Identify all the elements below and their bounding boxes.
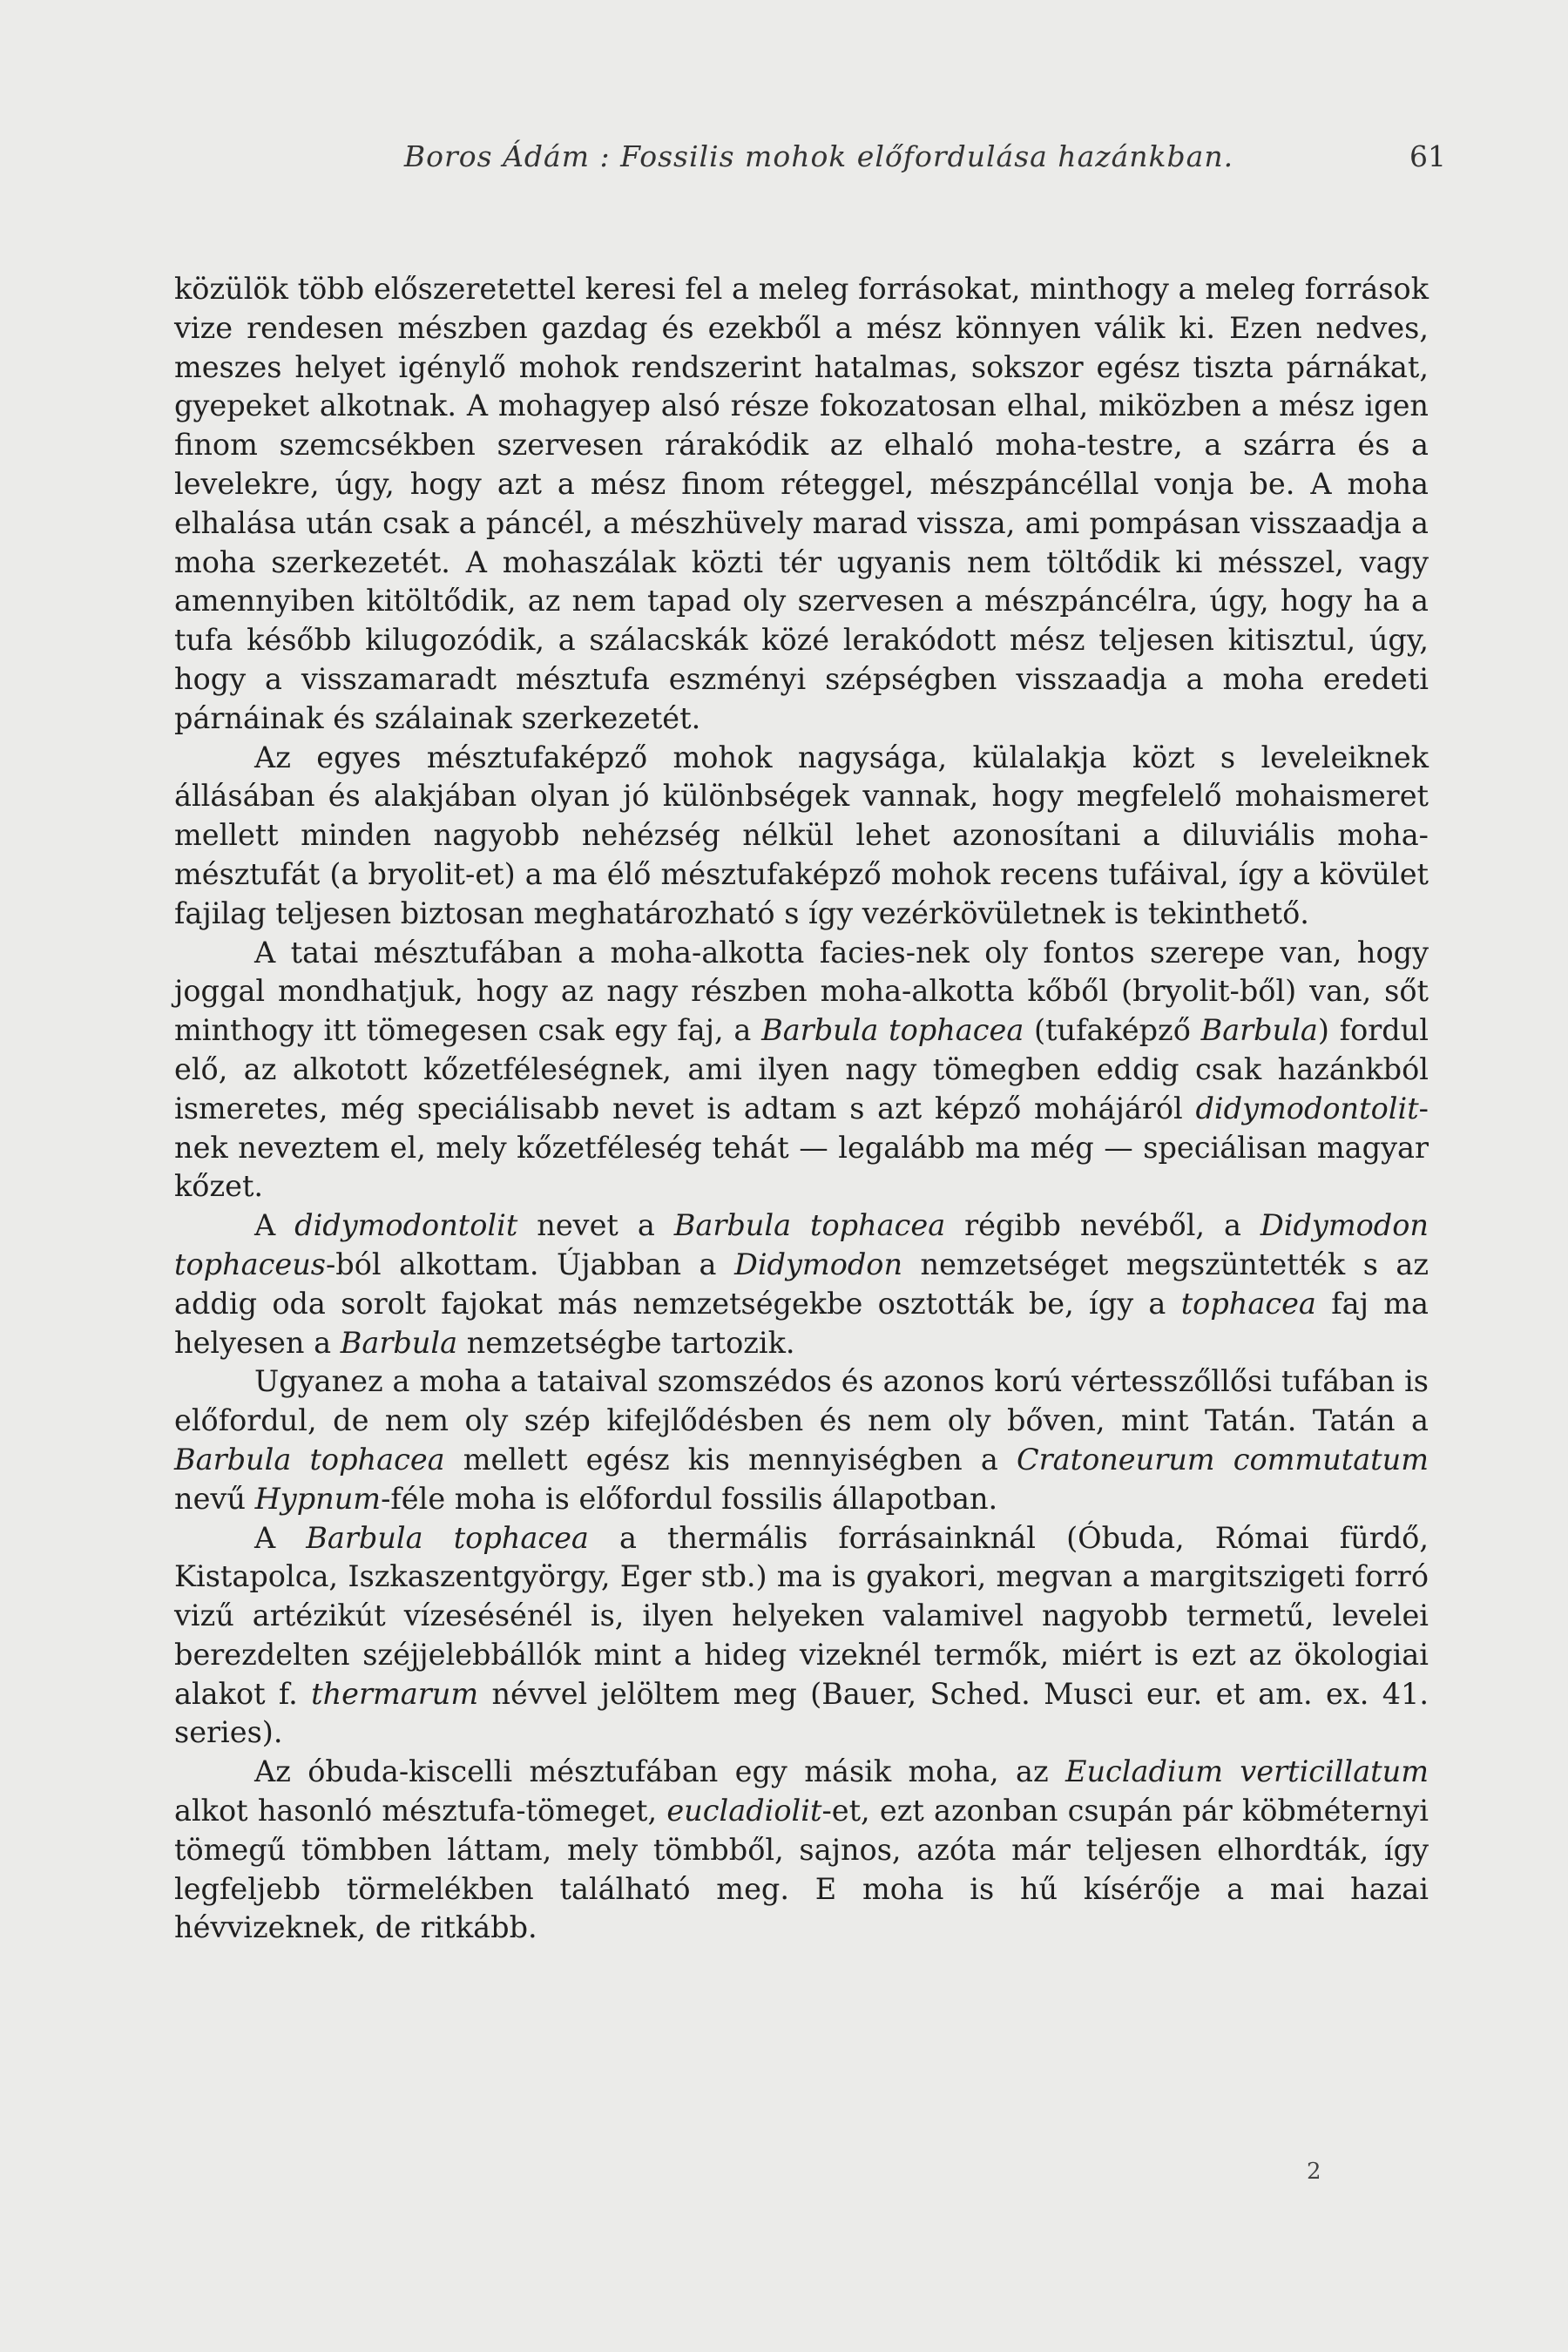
text-run: régibb nevéből, a	[945, 1208, 1260, 1243]
italic-term: Didymodon tophaceus	[174, 1208, 1429, 1281]
italic-term: Barbula	[1200, 1013, 1318, 1048]
page-number: 61	[1409, 139, 1446, 173]
text-run: A	[254, 1208, 295, 1243]
text-run: -nek neveztem el, mely kőzetféleség tehát — legalább ma még — speciálisan magyar kőzet.	[174, 1091, 1429, 1204]
paragraph	[174, 270, 1429, 739]
italic-term: Barbula	[340, 1325, 458, 1360]
text-run: nemzetségbe tartozik.	[457, 1325, 795, 1360]
italic-term: thermarum	[311, 1676, 479, 1711]
italic-term: Eucladium verticillatum	[1065, 1754, 1429, 1789]
paragraph	[174, 1519, 1429, 1754]
text-run: névvel jelöltem meg (Bauer, Sched. Musci eur. et am. ex. 41. series).	[174, 1676, 1429, 1750]
italic-term: Didymodon	[733, 1247, 903, 1281]
text-run: alkot hasonló mésztufa-tömeget,	[174, 1794, 667, 1828]
text-run: -et, ezt azonban csupán pár köbméternyi tömegű tömbben láttam, mely tömbből, sajnos, azóta már teljesen elhordták, így legfeljebb törmelékben található meg. E moha is hű kísérője a mai hazai hévvizeknek, de ritkább.	[174, 1794, 1429, 1945]
italic-term: Barbula tophacea	[673, 1208, 946, 1243]
italic-term: didymodontolit	[1195, 1091, 1419, 1125]
text-run: Ugyanez a moha a tataival szomszédos és azonos korú vértesszőllősi tufában is előfordul, de nem oly szép kifejlődésben és nem oly bőven, mint Tatán. Tatán a	[174, 1364, 1429, 1438]
italic-term: Barbula tophacea	[306, 1520, 589, 1555]
paragraph	[174, 934, 1429, 1207]
italic-term: Barbula tophacea	[174, 1442, 445, 1477]
italic-term: didymodontolit	[294, 1208, 518, 1243]
text-run: közülök több előszeretettel keresi fel a meleg forrásokat, minthogy a meleg források vize rendesen mészben gazdag és ezekből a mész könnyen válik ki. Ezen nedves, meszes helyet igénylő mohok rendszerint hatalmas, sokszor egész tiszta párnákat, gyepeket alkotnak. A mohagyep alsó része fokozatosan elhal, miközben a mész igen finom szemcsékben szervesen rárakódik az elhaló moha-testre, a szárra és a levelekre, úgy, hogy azt a mész finom réteggel, mészpáncéllal vonja be. A moha elhalása után csak a páncél, a mészhüvely marad vissza, ami pompásan visszaadja a moha szerkezetét. A mohaszálak közti tér ugyanis nem töltődik ki mésszel, vagy amennyiben kitöltődik, az nem tapad oly szervesen a mészpáncélra, úgy, hogy ha a tufa később kilugozódik, a szálacskák közé lerakódott mész teljesen kitisztul, úgy, hogy a visszamaradt mésztufa eszményi szépségben visszaadja a moha eredeti párnáinak és szálainak szerkezetét.	[174, 272, 1429, 735]
text-run: faj ma helyesen a	[174, 1286, 1429, 1360]
italic-term: eucladiolit	[666, 1794, 822, 1828]
italic-term: Cratoneurum commutatum	[1016, 1442, 1429, 1477]
text-run: (tufaképző	[1024, 1013, 1201, 1048]
signature-mark: 2	[1307, 2159, 1321, 2185]
italic-term: Barbula tophacea	[761, 1013, 1024, 1048]
text-run: nevű	[174, 1481, 255, 1516]
body-text	[174, 270, 1429, 1948]
italic-term: tophacea	[1180, 1286, 1316, 1321]
text-run: -féle moha is előfordul fossilis állapotban.	[381, 1481, 998, 1516]
text-run: nemzetséget megszüntették s az addig oda sorolt fajokat más nemzetségekbe osztották be, így a	[174, 1247, 1429, 1321]
running-title: Boros Ádám : Fossilis mohok előfordulása hazánkban.	[403, 139, 1234, 173]
paragraph	[174, 1206, 1429, 1362]
text-run: mellett egész kis mennyiségben a	[444, 1442, 1017, 1477]
paragraph	[174, 1753, 1429, 1948]
text-run: ) fordul elő, az alkotott kőzetféleségnek, ami ilyen nagy tömegben eddig csak hazánkból ismeretes, még speciálisabb nevet is adtam s azt képző mohájáról	[174, 1013, 1429, 1125]
text-run: Az óbuda-kiscelli mésztufában egy másik moha, az	[254, 1754, 1066, 1789]
text-run: nevet a	[517, 1208, 674, 1243]
italic-term: Hypnum	[254, 1481, 382, 1516]
text-run: A tatai mésztufában a moha-alkotta facies-nek oly fontos szerepe van, hogy joggal mondhatjuk, hogy az nagy részben moha-alkotta kőből (bryolit-ből) van, sőt minthogy itt tömegesen csak egy faj, a	[174, 935, 1429, 1048]
running-head	[174, 139, 1481, 192]
text-run: A	[254, 1520, 307, 1555]
text-run: -ból alkottam. Újabban a	[325, 1247, 734, 1281]
text-run: Az egyes mésztufaképző mohok nagysága, külalakja közt s leveleiknek állásában és alakjában olyan jó különbségek vannak, hogy megfelelő mohaismeret mellett minden nagyobb nehézség nélkül lehet azonosítani a diluviális moha-mésztufát (a bryolit-et) a ma élő mésztufaképző mohok recens tufáival, így a kövület fajilag teljesen biztosan meghatározható s így vezérkövületnek is tekinthető.	[174, 740, 1429, 930]
paragraph	[174, 1362, 1429, 1518]
text-run: a thermális forrásainknál (Óbuda, Római fürdő, Kistapolca, Iszkaszentgyörgy, Eger stb.) ma is gyakori, megvan a margitszigeti forró vizű artézikút vízesésénél is, ilyen helyeken valamivel nagyobb termetű, levelei berezdelten széjjelebbállók mint a hideg vizeknél termők, miért is ezt az ökologiai alakot f.	[174, 1520, 1429, 1711]
paragraph	[174, 739, 1429, 934]
